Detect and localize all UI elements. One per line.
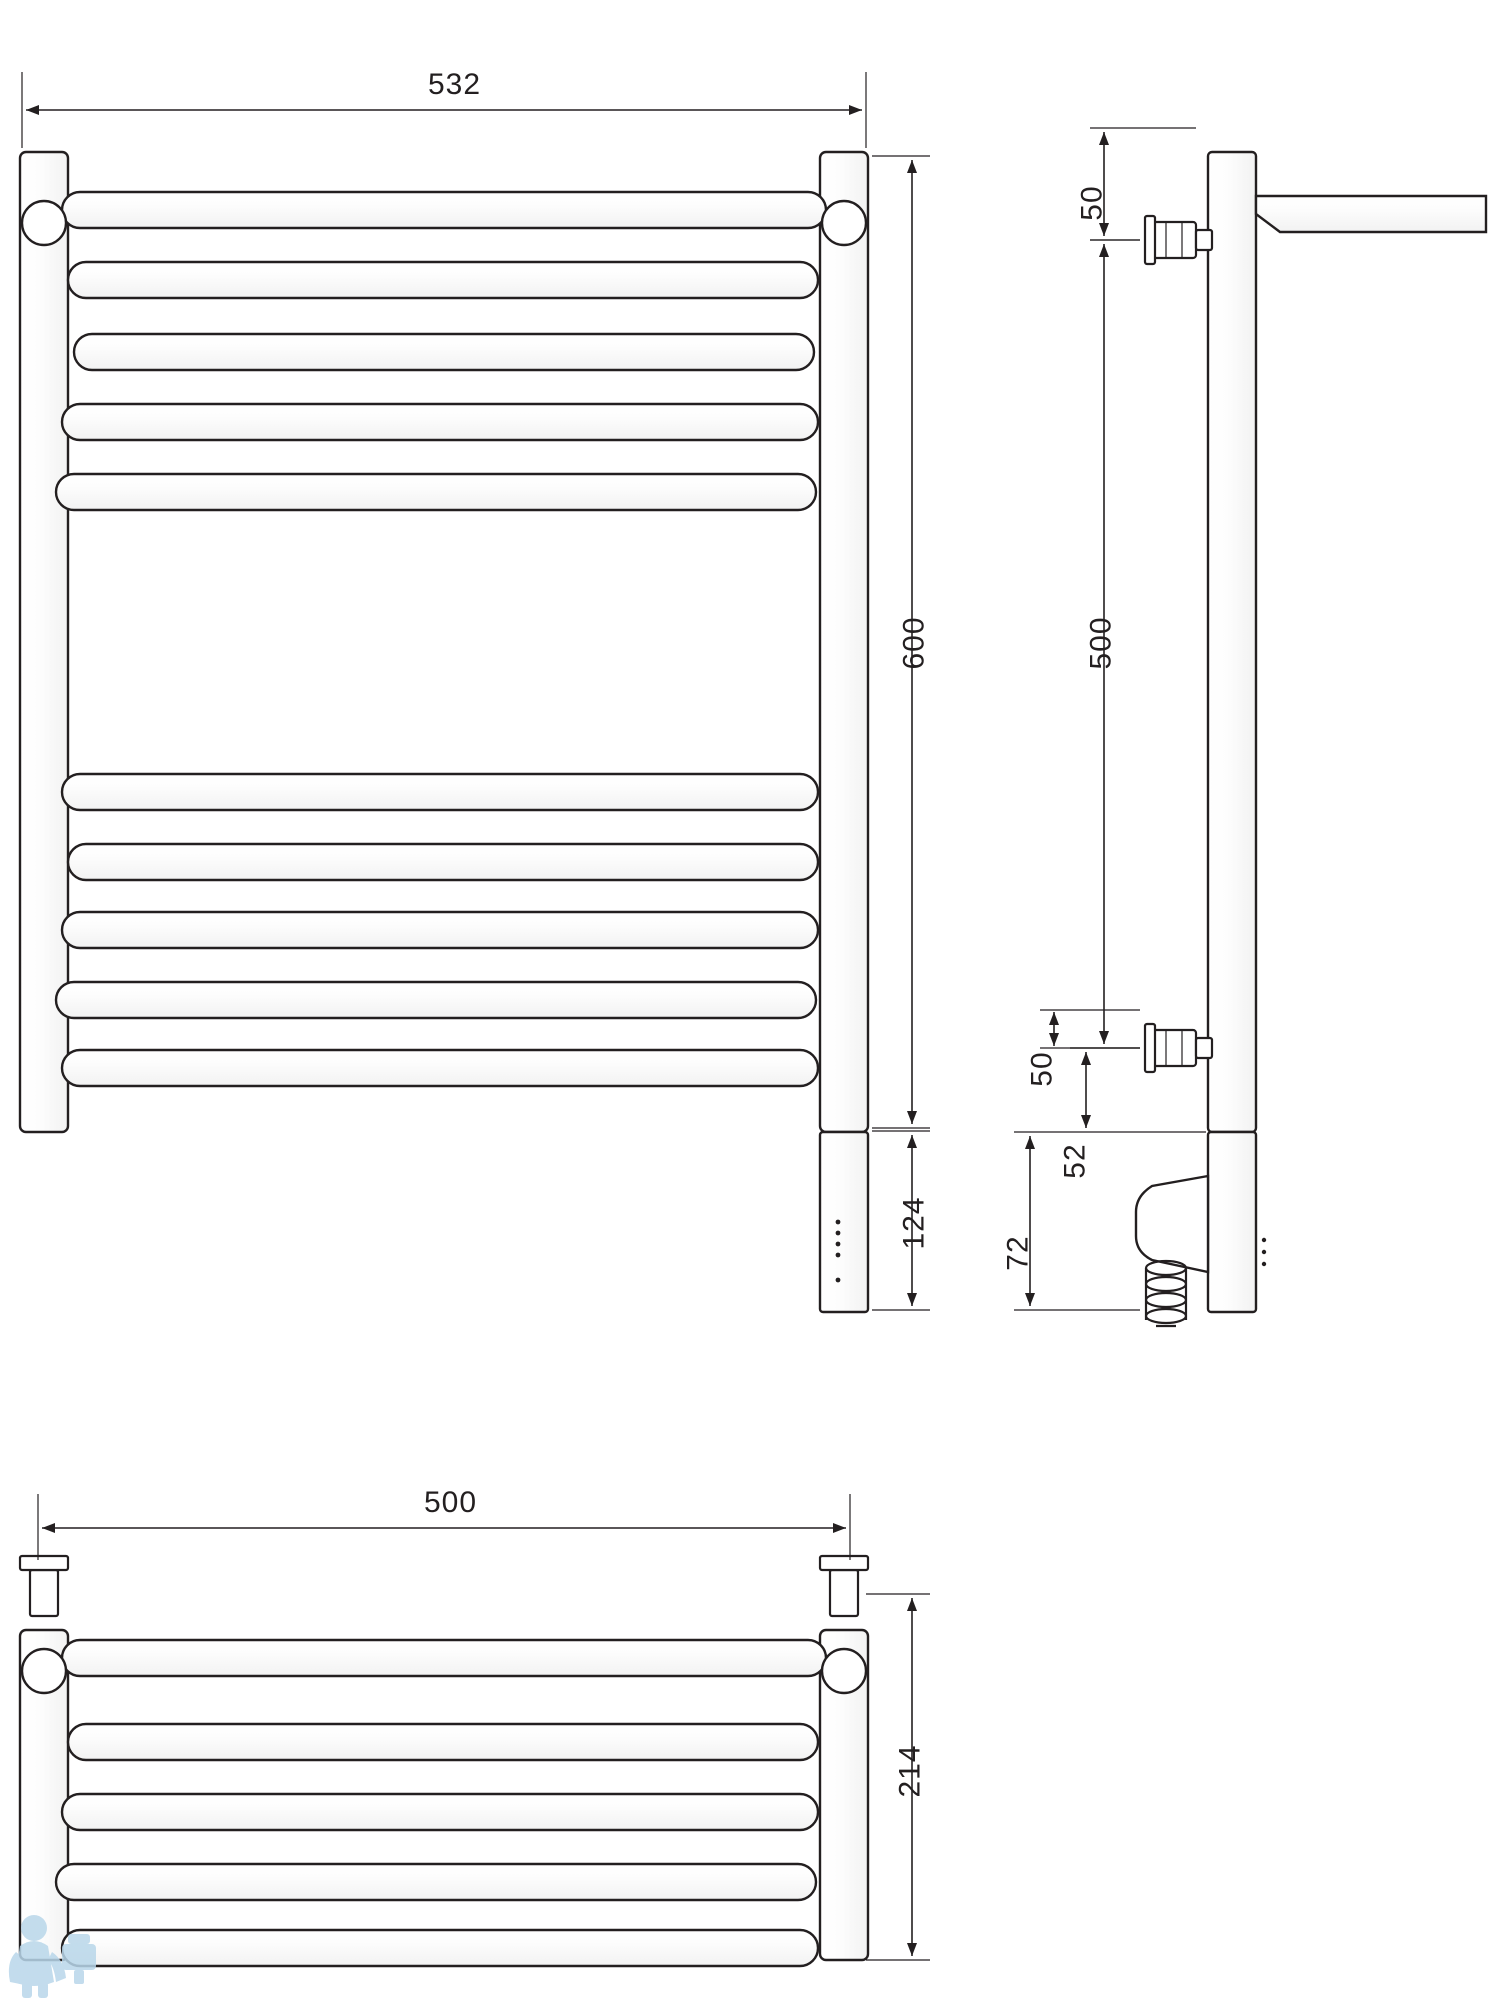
upper-wall-bracket [1145, 216, 1212, 264]
top-view [20, 1494, 930, 1966]
dimension-label-side-center-distance: 500 [1084, 616, 1118, 670]
top-view-right-mount [820, 1556, 868, 1616]
dimension-label-side-bracket-offset: 52 [1058, 1143, 1092, 1179]
lower-wall-bracket [1145, 1024, 1212, 1072]
heating-element-cable [1136, 1176, 1208, 1326]
dimension-label-front-height: 600 [897, 616, 931, 670]
dimension-label-top-depth: 214 [893, 1744, 927, 1798]
dimension-label-front-width: 532 [428, 68, 482, 101]
dimension-label-top-width: 500 [424, 1486, 478, 1519]
front-view [20, 72, 930, 1312]
dimension-label-front-bottom-extension: 124 [897, 1196, 931, 1250]
dimension-label-side-lower-offset: 50 [1025, 1051, 1059, 1087]
dimension-label-side-cable-offset: 72 [1001, 1235, 1035, 1271]
dimension-label-side-top-offset: 50 [1075, 185, 1109, 221]
top-view-left-mount [20, 1556, 68, 1616]
